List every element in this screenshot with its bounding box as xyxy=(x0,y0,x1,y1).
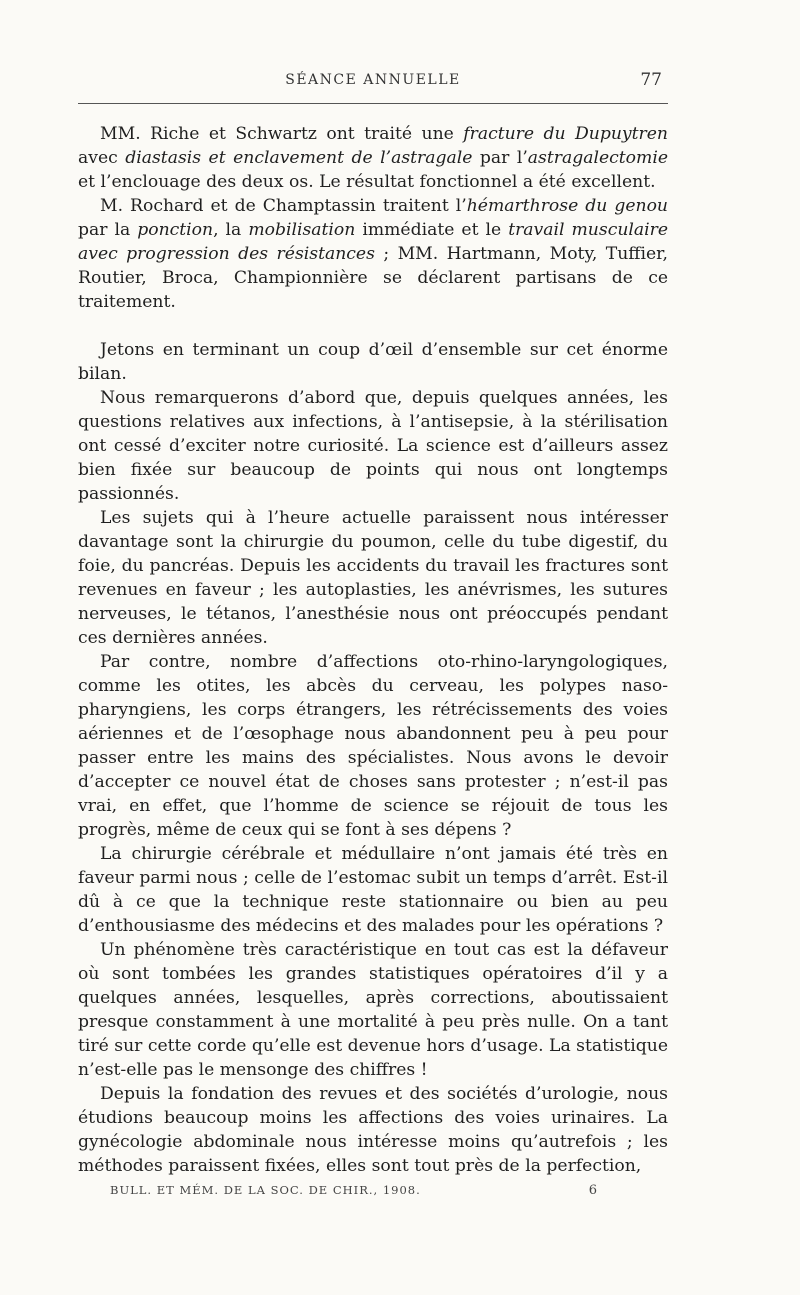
text-run: avec xyxy=(78,148,126,168)
italic-run: mobilisation xyxy=(248,220,356,240)
italic-run: diastasis et enclavement de l’astragale xyxy=(125,148,473,168)
text-run: La chirurgie cérébrale et médullaire n’ont jamais été très en faveur parmi nous ; celle de l’estomac subit un temps d’arrêt. Est-il dû à ce que la technique reste stationnaire ou bien au peu d’enthousiasme des médecins et des malades pour les opérations ? xyxy=(78,844,668,936)
italic-run: ponction xyxy=(137,220,214,240)
paragraph xyxy=(78,842,668,938)
text-run: et l’enclouage des deux os. Le résultat fonctionnel a été excellent. xyxy=(78,172,656,192)
italic-run: fracture du Dupuytren xyxy=(463,124,668,144)
paragraph xyxy=(78,122,668,194)
paragraph xyxy=(78,506,668,650)
text-run: Depuis la fondation des revues et des sociétés d’urologie, nous étudions beaucoup moins les affections des voies urinaires. La gynécologie abdominale nous intéresse moins qu’autrefois ; les méthodes paraissent fixées, elles sont tout près de la perfection, xyxy=(78,1084,668,1176)
text-run: par la xyxy=(78,220,138,240)
header-rule xyxy=(78,103,668,104)
text-run: ; MM. Hartmann, Moty, Tuffier, Routier, Broca, Championnière se déclarent partisans de ce traitement. xyxy=(78,244,668,312)
footer-citation: BULL. ET MÉM. DE LA SOC. DE CHIR., 1908. xyxy=(110,1183,421,1197)
text-run: Les sujets qui à l’heure actuelle paraissent nous intéresser davantage sont la chirurgie du poumon, celle du tube digestif, du foie, du pancréas. Depuis les accidents du travail les fractures sont revenues en faveur ; les autoplasties, les anévrismes, les sutures nerveuses, le tétanos, l’anesthésie nous ont préoccupés pendant ces dernières années. xyxy=(78,508,668,648)
running-head xyxy=(78,72,668,94)
text-run: Nous remarquerons d’abord que, depuis quelques années, les questions relatives aux infections, à l’antisepsie, à la stérilisation ont cessé d’exciter notre curiosité. La science est d’ailleurs assez bien fixée sur beaucoup de points qui nous ont longtemps passionnés. xyxy=(78,388,668,504)
paragraph xyxy=(78,338,668,386)
text-run: par l’ xyxy=(472,148,528,168)
running-title: SÉANCE ANNUELLE xyxy=(285,72,461,88)
paragraph xyxy=(78,194,668,314)
text-run: Jetons en terminant un coup d’œil d’ensemble sur cet énorme bilan. xyxy=(78,340,668,384)
paragraph xyxy=(78,1082,668,1178)
paragraph xyxy=(78,938,668,1082)
body-text xyxy=(78,122,668,1178)
paragraph xyxy=(78,650,668,842)
text-run: immédiate et le xyxy=(355,220,509,240)
text-run: M. Rochard et de Champtassin traitent l’ xyxy=(100,196,467,216)
text-run: , la xyxy=(213,220,249,240)
page-number: 77 xyxy=(640,70,662,90)
italic-run: travail musculaire avec progression des résistances xyxy=(78,220,669,264)
footer xyxy=(78,1183,668,1203)
text-run: Par contre, nombre d’affections oto-rhino-laryngologiques, comme les otites, les abcès du cerveau, les polypes naso-pharyngiens, les corps étrangers, les rétrécissements des voies aériennes et de l’œsophage nous abandonnent peu à peu pour passer entre les mains des spécialistes. Nous avons le devoir d’accepter ce nouvel état de choses sans protester ; n’est-il pas vrai, en effet, que l’homme de science se réjouit de tous les progrès, même de ceux qui se font à ses dépens ? xyxy=(78,652,668,840)
paragraph xyxy=(78,386,668,506)
italic-run: astragalectomie xyxy=(527,148,668,168)
signature-mark: 6 xyxy=(588,1183,598,1198)
italic-run: hémarthrose du genou xyxy=(466,196,668,216)
text-run: Un phénomène très caractéristique en tout cas est la défaveur où sont tombées les grandes statistiques opératoires d’il y a quelques années, lesquelles, après corrections, aboutissaient presque constamment à une mortalité à peu près nulle. On a tant tiré sur cette corde qu’elle est devenue hors d’usage. La statistique n’est-elle pas le mensonge des chiffres ! xyxy=(78,940,669,1080)
text-run: MM. Riche et Schwartz ont traité une xyxy=(100,124,464,144)
